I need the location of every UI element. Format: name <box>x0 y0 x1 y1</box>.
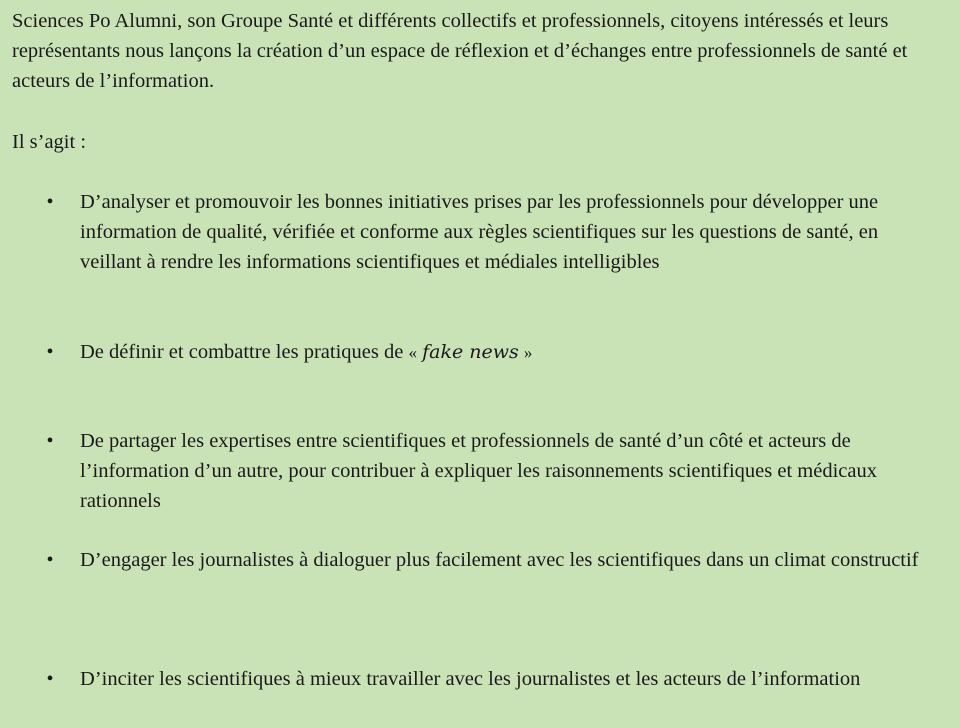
intro-paragraph: Sciences Po Alumni, son Groupe Santé et différents collectifs et professionnels, citoyens intéressés et leurs représentants nous lançons la création d’un espace de réflexion et d’échanges entre professionnels de santé et acteurs de l’information. <box>12 10 908 92</box>
list-item-text: D’analyser et promouvoir les bonnes initiatives prises par les professionnels pour développer une information de qualité, vérifiée et conforme aux règles scientifiques sur les questions de santé, en veillant à rendre les informations scientifiques et médiales intelligibles <box>80 191 879 273</box>
list-item-text: De partager les expertises entre scientifiques et professionnels de santé d’un côté et acteurs de l’information d’un autre, pour contribuer à expliquer les raisonnements scientifiques et médicaux rationnels <box>80 430 877 512</box>
bullet-icon: • <box>46 668 54 690</box>
fake-news-emphasis: fake news <box>422 341 519 363</box>
list-item-text: D’engager les journalistes à dialoguer plus facilement avec les scientifiques dans un climat constructif <box>80 549 919 571</box>
close-quote: » <box>523 343 533 362</box>
list-item-text <box>80 337 944 368</box>
bullet-icon: • <box>46 549 54 571</box>
bullet-icon: • <box>46 341 54 363</box>
open-quote: « <box>408 343 417 362</box>
lead-sentence: Il s’agit : <box>12 131 87 153</box>
bullet-icon: • <box>46 191 54 213</box>
item-text-before: De définir et combattre les pratiques de <box>80 341 404 363</box>
list-item-text: D’inciter les scientifiques à mieux travailler avec les journalistes et les acteurs de l’information <box>80 668 861 690</box>
bullet-icon: • <box>46 430 54 452</box>
